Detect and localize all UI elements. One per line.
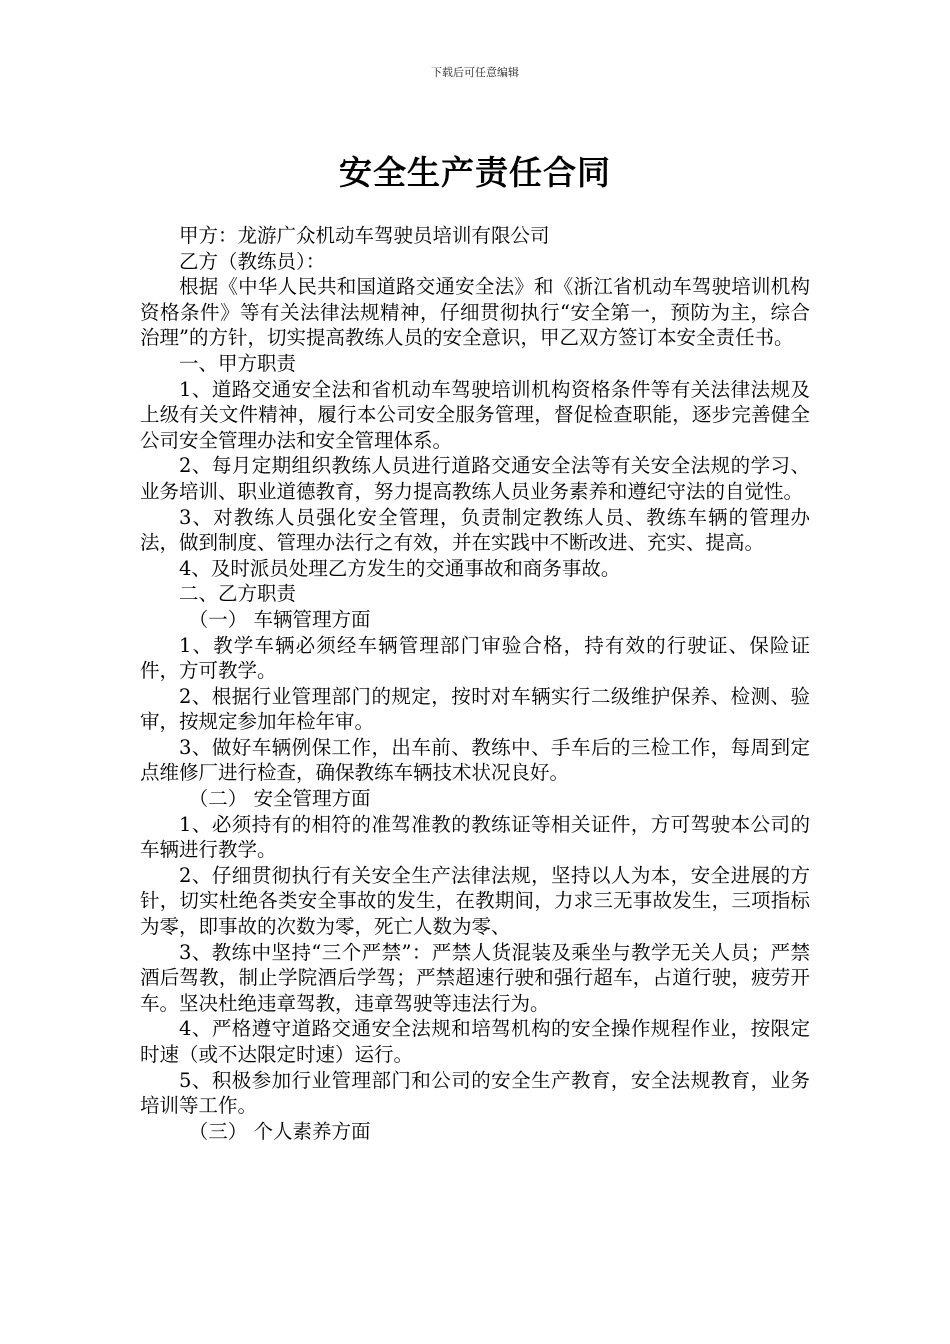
section-heading-party-b: 二、乙方职责 bbox=[179, 582, 297, 606]
clause-paragraph: 1、教学车辆必须经车辆管理部门审验合格，持有效的行驶证、保险证件，方可教学。 bbox=[140, 633, 810, 683]
document-title: 安全生产责任合同 bbox=[339, 153, 611, 192]
subsection-heading-personal: （三） 个人素养方面 bbox=[188, 1119, 371, 1143]
subsection-heading-vehicle: （一） 车辆管理方面 bbox=[188, 607, 371, 631]
clause-paragraph: 2、根据行业管理部门的规定，按时对车辆实行二级维护保养、检测、验审，按规定参加年检年审。 bbox=[140, 684, 810, 734]
subsection-heading-safety: （二） 安全管理方面 bbox=[188, 787, 371, 811]
clause-paragraph: 2、每月定期组织教练人员进行道路交通安全法等有关安全法规的学习、业务培训、职业道德教育，努力提高教练人员业务素养和遵纪守法的自觉性。 bbox=[140, 454, 810, 503]
clause-paragraph: 1、必须持有的相符的准驾准教的教练证等相关证件，方可驾驶本公司的车辆进行教学。 bbox=[140, 812, 810, 862]
document-body bbox=[140, 223, 810, 1144]
clause-paragraph: 4、严格遵守道路交通安全法规和培驾机构的安全操作规程作业，按限定时速（或不达限定时速）运行。 bbox=[140, 1017, 810, 1066]
clause-paragraph: 5、积极参加行业管理部门和公司的安全生产教育，安全法规教育，业务培训等工作。 bbox=[140, 1068, 810, 1118]
header-note: 下载后可任意编辑 bbox=[431, 66, 519, 79]
clause-paragraph: 4、及时派员处理乙方发生的交通事故和商务事故。 bbox=[179, 556, 621, 580]
clause-paragraph: 1、道路交通安全法和省机动车驾驶培训机构资格条件等有关法律法规及上级有关文件精神，履行本公司安全服务管理，督促检查职能，逐步完善健全公司安全管理办法和安全管理体系。 bbox=[140, 377, 810, 452]
party-a-line: 甲方：龙游广众机动车驾驶员培训有限公司 bbox=[179, 224, 550, 247]
preamble-paragraph: 根据《中华人民共和国道路交通安全法》和《浙江省机动车驾驶培训机构资格条件》等有关法律法规精神，仔细贯彻执行“安全第一，预防为主，综合治理”的方针，切实提高教练人员的安全意识，甲乙双方签订本安全责任书。 bbox=[140, 275, 810, 350]
party-b-line: 乙方（教练员）： bbox=[179, 249, 326, 273]
clause-paragraph: 3、做好车辆例保工作，出车前、教练中、手车后的三检工作，每周到定点维修厂进行检查，确保教练车辆技术状况良好。 bbox=[140, 735, 810, 785]
section-heading-party-a: 一、甲方职责 bbox=[179, 351, 297, 375]
clause-paragraph: 3、对教练人员强化安全管理，负责制定教练人员、教练车辆的管理办法，做到制度、管理办法行之有效，并在实践中不断改进、充实、提高。 bbox=[140, 505, 810, 555]
clause-paragraph: 3、教练中坚持“三个严禁”：严禁人货混装及乘坐与教学无关人员；严禁酒后驾教，制止学院酒后学驾；严禁超速行驶和强行超车，占道行驶，疲劳开车。坚决杜绝违章驾教，违章驾驶等违法行为。 bbox=[140, 940, 810, 1015]
clause-paragraph: 2、仔细贯彻执行有关安全生产法律法规，坚持以人为本，安全进展的方针，切实杜绝各类安全事故的发生，在教期间，力求三无事故发生，三项指标为零，即事故的次数为零，死亡人数为零、 bbox=[140, 863, 810, 939]
